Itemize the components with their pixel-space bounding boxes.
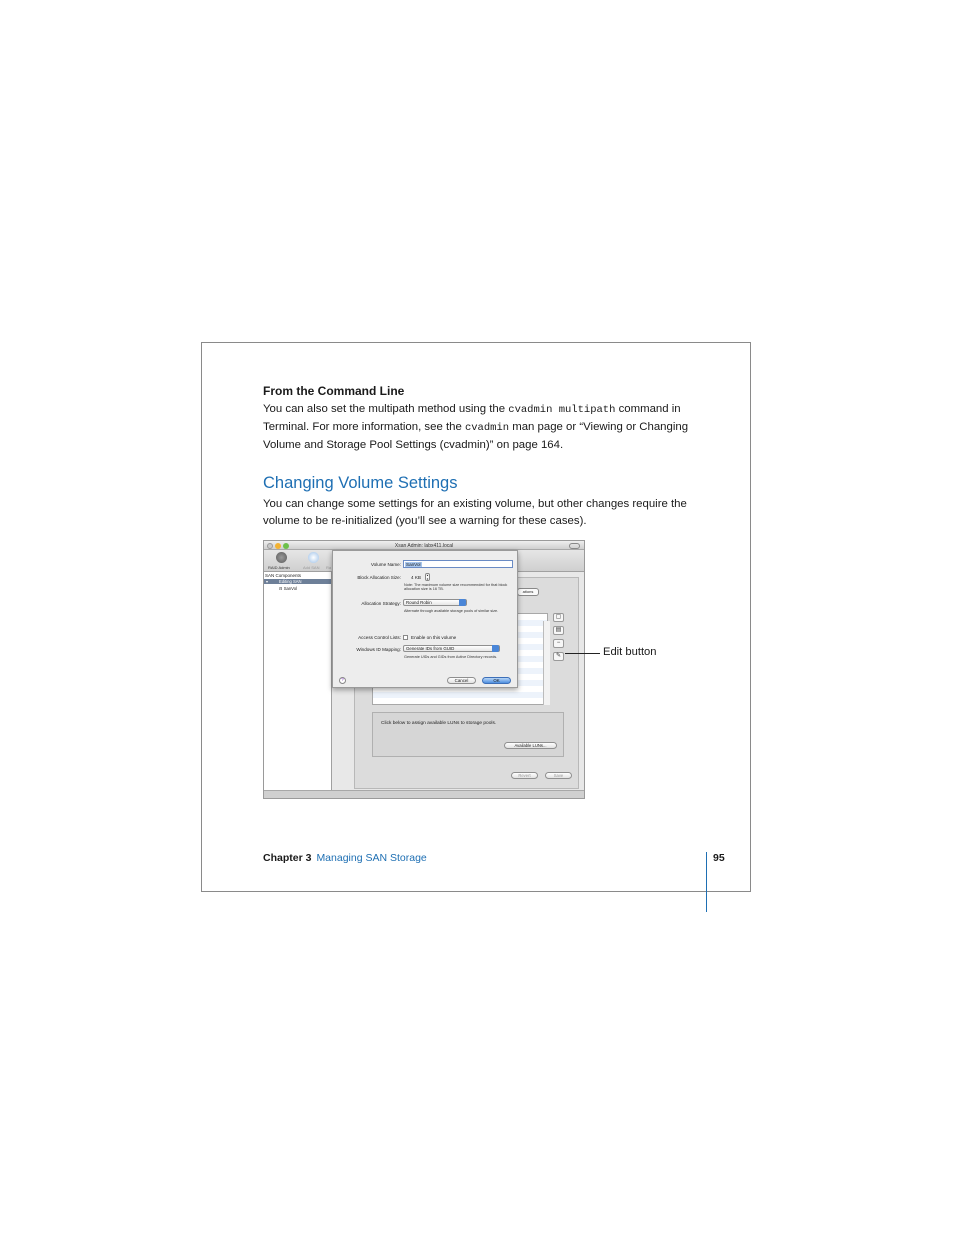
toolbar-extra-label: Ra bbox=[326, 565, 332, 570]
block-size-note: Note: The maximum volume size recommended for that block allocation size is 16 TB. bbox=[404, 583, 508, 592]
pencil-icon: ✎ bbox=[555, 653, 562, 659]
tab-button[interactable]: ations bbox=[517, 588, 539, 596]
volume-name-label: Volume Name: bbox=[370, 562, 401, 567]
intro-paragraph: You can change some settings for an existing volume, but other changes require the volume to be re-initialized (you’ll see a warning for these cases). bbox=[263, 498, 687, 527]
remove-button[interactable] bbox=[553, 639, 564, 648]
para-text: command in Terminal. For more information, see the bbox=[263, 403, 681, 433]
sidebar-item-label: SanVol bbox=[283, 586, 297, 591]
edit-button[interactable] bbox=[553, 652, 564, 661]
save-button[interactable]: Save bbox=[545, 772, 572, 779]
sidebar bbox=[264, 572, 332, 792]
xsan-admin-screenshot bbox=[263, 540, 585, 799]
windows-id-mapping-popup[interactable] bbox=[403, 645, 500, 652]
block-size-stepper[interactable]: ▴ ▾ bbox=[426, 573, 429, 581]
edit-volume-dialog bbox=[332, 550, 518, 688]
command-line-paragraph bbox=[263, 401, 703, 454]
page-title: Changing Volume Settings bbox=[263, 474, 458, 492]
raid-admin-label: RAID Admin bbox=[268, 565, 290, 570]
window-title: Xsan Admin: labx411.local bbox=[394, 542, 454, 549]
ok-button[interactable]: OK bbox=[482, 677, 511, 684]
windows-id-mapping-note: Generate UIDs and GIDs from Active Directory records. bbox=[404, 655, 498, 659]
list-scrollbar[interactable] bbox=[543, 621, 550, 705]
para-text: man page or “Viewing or Changing Volume and Storage Pool Settings (cvadmin)” on page 164. bbox=[263, 421, 689, 451]
storage-icon: ▤ bbox=[555, 627, 562, 633]
code-cvadmin: cvadmin bbox=[464, 422, 510, 434]
allocation-strategy-value: Round Robin bbox=[406, 600, 432, 605]
popup-arrows-icon bbox=[459, 599, 466, 606]
toolbar-toggle-pill[interactable] bbox=[569, 543, 580, 549]
code-cvadmin-multipath: cvadmin multipath bbox=[508, 404, 616, 416]
sidebar-header: SAN Components bbox=[265, 573, 302, 578]
raid-admin-icon[interactable] bbox=[276, 552, 287, 563]
minus-icon: − bbox=[556, 640, 561, 646]
para-text: You can also set the multipath method using the bbox=[263, 403, 509, 415]
cancel-button[interactable]: Cancel bbox=[447, 677, 476, 684]
assign-luns-box bbox=[372, 712, 564, 757]
help-button[interactable]: ? bbox=[339, 677, 346, 684]
sidebar-item-sanvol[interactable]: ⊟ SanVol bbox=[279, 586, 297, 591]
assign-luns-text: Click below to assign available LUNs to storage pools. bbox=[381, 721, 497, 726]
footer-chapter: Chapter 3 bbox=[263, 852, 312, 864]
windows-id-mapping-value: Generate IDs from GUID bbox=[406, 646, 455, 651]
add-san-icon[interactable] bbox=[308, 552, 319, 563]
footer-chapter-title[interactable]: Managing SAN Storage bbox=[316, 852, 427, 864]
block-size-label: Block Allocation Size: bbox=[357, 575, 401, 580]
callout-line bbox=[565, 653, 600, 654]
popup-arrows-icon bbox=[492, 645, 499, 652]
disclosure-triangle-icon[interactable]: ▾ bbox=[266, 579, 269, 584]
storage-button[interactable] bbox=[553, 626, 564, 635]
footer-rule bbox=[706, 852, 707, 912]
section-heading: From the Command Line bbox=[263, 384, 405, 398]
allocation-strategy-popup[interactable] bbox=[403, 599, 467, 606]
window-status-bar bbox=[264, 790, 584, 798]
window-titlebar bbox=[264, 541, 584, 550]
acl-label: Access Control Lists: bbox=[358, 635, 401, 640]
page-footer bbox=[263, 852, 427, 864]
allocation-strategy-label: Allocation Strategy: bbox=[361, 601, 401, 606]
block-size-value: 4 KB bbox=[411, 575, 421, 580]
add-san-label: Add SAN bbox=[303, 565, 320, 570]
info-button[interactable] bbox=[553, 613, 564, 622]
info-icon: ▢ bbox=[555, 614, 562, 620]
volume-name-value: SanVol bbox=[406, 562, 421, 567]
page-number: 95 bbox=[713, 852, 725, 864]
available-luns-button[interactable]: Available LUNs... bbox=[504, 742, 557, 749]
windows-id-mapping-label: Windows ID Mapping: bbox=[356, 647, 401, 652]
sidebar-item-label: Editing SAN bbox=[279, 579, 302, 584]
sidebar-item-editing-san[interactable] bbox=[264, 579, 331, 584]
volume-name-field[interactable] bbox=[403, 560, 513, 568]
acl-checkbox-label: Enable on this volume bbox=[411, 635, 457, 640]
allocation-strategy-note: Alternate through available storage pools of similar size. bbox=[404, 609, 499, 613]
revert-button[interactable]: Revert bbox=[511, 772, 538, 779]
acl-checkbox[interactable] bbox=[403, 635, 408, 640]
callout-label: Edit button bbox=[603, 646, 657, 658]
